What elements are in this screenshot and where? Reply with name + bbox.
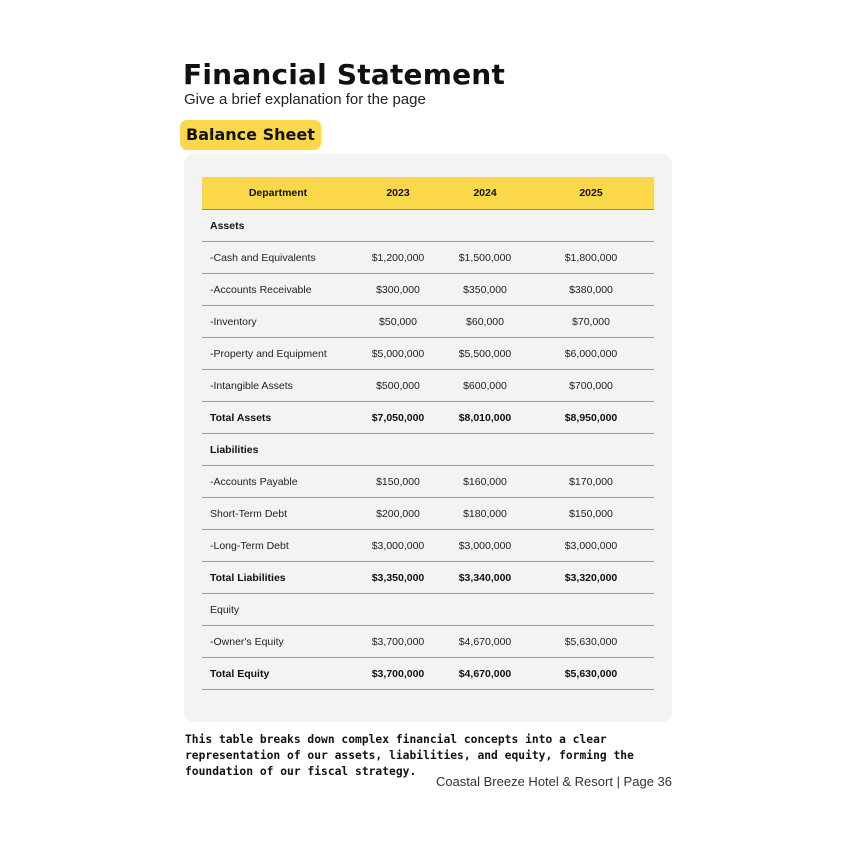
- table-row: [202, 530, 654, 562]
- value-cell: [354, 210, 442, 242]
- value-cell: $700,000: [528, 370, 654, 402]
- value-cell: $3,000,000: [528, 530, 654, 562]
- value-cell: [354, 434, 442, 466]
- row-label-cell: Total Liabilities: [202, 562, 354, 594]
- row-label-cell: Liabilities: [202, 434, 354, 466]
- value-cell: $150,000: [528, 498, 654, 530]
- value-cell: $160,000: [442, 466, 528, 498]
- row-label-cell: Short-Term Debt: [202, 498, 354, 530]
- column-header-department: Department: [202, 177, 354, 210]
- row-label-cell: Equity: [202, 594, 354, 626]
- row-label-cell: -Inventory: [202, 306, 354, 338]
- row-label-cell: -Cash and Equivalents: [202, 242, 354, 274]
- value-cell: [354, 594, 442, 626]
- row-label-cell: -Long-Term Debt: [202, 530, 354, 562]
- value-cell: [442, 210, 528, 242]
- value-cell: $3,000,000: [354, 530, 442, 562]
- value-cell: $3,700,000: [354, 658, 442, 690]
- value-cell: $8,950,000: [528, 402, 654, 434]
- value-cell: $600,000: [442, 370, 528, 402]
- value-cell: [528, 434, 654, 466]
- value-cell: $380,000: [528, 274, 654, 306]
- value-cell: $3,000,000: [442, 530, 528, 562]
- value-cell: [528, 594, 654, 626]
- column-header-2025: 2025: [528, 177, 654, 210]
- value-cell: [528, 210, 654, 242]
- value-cell: $1,200,000: [354, 242, 442, 274]
- value-cell: $4,670,000: [442, 626, 528, 658]
- value-cell: $3,340,000: [442, 562, 528, 594]
- value-cell: $4,670,000: [442, 658, 528, 690]
- table-row: [202, 658, 654, 690]
- page-subtitle: Give a brief explanation for the page: [184, 91, 426, 108]
- value-cell: $6,000,000: [528, 338, 654, 370]
- value-cell: $350,000: [442, 274, 528, 306]
- value-cell: $5,500,000: [442, 338, 528, 370]
- value-cell: $70,000: [528, 306, 654, 338]
- table-row: [202, 274, 654, 306]
- value-cell: $500,000: [354, 370, 442, 402]
- value-cell: $8,010,000: [442, 402, 528, 434]
- table-row: [202, 210, 654, 242]
- row-label-cell: Total Equity: [202, 658, 354, 690]
- row-label-cell: Total Assets: [202, 402, 354, 434]
- value-cell: $3,350,000: [354, 562, 442, 594]
- table-row: [202, 242, 654, 274]
- row-label-cell: -Owner's Equity: [202, 626, 354, 658]
- table-row: [202, 338, 654, 370]
- value-cell: $3,320,000: [528, 562, 654, 594]
- table-row: [202, 562, 654, 594]
- value-cell: $50,000: [354, 306, 442, 338]
- column-header-2024: 2024: [442, 177, 528, 210]
- page-title: Financial Statement: [183, 58, 506, 91]
- table-row: [202, 498, 654, 530]
- value-cell: $1,800,000: [528, 242, 654, 274]
- value-cell: $5,000,000: [354, 338, 442, 370]
- value-cell: $180,000: [442, 498, 528, 530]
- value-cell: $1,500,000: [442, 242, 528, 274]
- row-label-cell: -Intangible Assets: [202, 370, 354, 402]
- value-cell: $5,630,000: [528, 658, 654, 690]
- value-cell: $60,000: [442, 306, 528, 338]
- row-label-cell: -Property and Equipment: [202, 338, 354, 370]
- row-label-cell: Assets: [202, 210, 354, 242]
- table-row: [202, 370, 654, 402]
- value-cell: $150,000: [354, 466, 442, 498]
- value-cell: [442, 434, 528, 466]
- table-row: [202, 626, 654, 658]
- value-cell: $3,700,000: [354, 626, 442, 658]
- table-row: [202, 466, 654, 498]
- table-header-row: [202, 177, 654, 210]
- table-body: [202, 210, 654, 690]
- value-cell: $200,000: [354, 498, 442, 530]
- value-cell: $5,630,000: [528, 626, 654, 658]
- table-row: [202, 434, 654, 466]
- row-label-cell: -Accounts Receivable: [202, 274, 354, 306]
- column-header-2023: 2023: [354, 177, 442, 210]
- value-cell: $7,050,000: [354, 402, 442, 434]
- balance-sheet-table: [202, 177, 654, 690]
- value-cell: [442, 594, 528, 626]
- row-label-cell: -Accounts Payable: [202, 466, 354, 498]
- table-row: [202, 402, 654, 434]
- value-cell: $300,000: [354, 274, 442, 306]
- table-row: [202, 594, 654, 626]
- section-badge: Balance Sheet: [180, 120, 321, 150]
- table-row: [202, 306, 654, 338]
- page-footer: Coastal Breeze Hotel & Resort | Page 36: [435, 774, 672, 789]
- value-cell: $170,000: [528, 466, 654, 498]
- description-text: This table breaks down complex financial concepts into a clear representation of our assets, liabilities, and equity, forming the foundation of our fiscal strategy.: [185, 733, 634, 778]
